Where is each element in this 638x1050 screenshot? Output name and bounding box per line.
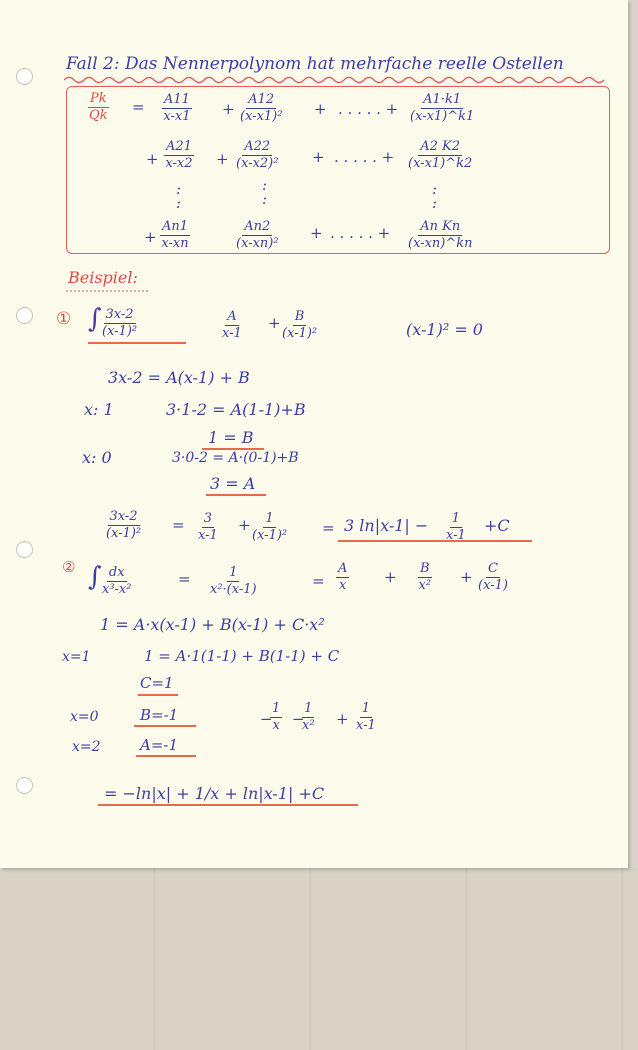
- vertical-dots: :: [262, 190, 268, 208]
- punch-hole-icon: [16, 68, 33, 85]
- result-c: C=1: [140, 674, 174, 692]
- result-b: 1 = B: [208, 428, 254, 447]
- substitution-label: x: 1: [84, 400, 114, 419]
- substitution-label: x=1: [62, 649, 91, 665]
- substitution-equation: 3·1-2 = A(1-1)+B: [166, 400, 306, 419]
- factored-fraction: $\frac{1}{\text{x²·(x-1)}}$: [210, 565, 257, 597]
- substitution-equation: 1 = A·1(1-1) + B(1-1) + C: [144, 647, 340, 665]
- vertical-dots: :: [262, 176, 268, 194]
- minus-sign: −: [260, 710, 273, 728]
- final-term-b: $\frac{1}{\text{(x-1)²}}$: [252, 511, 288, 543]
- underline: [206, 494, 266, 496]
- term-ankn: $\frac{\text{An Kn}}{(x-xn)\^{}kn}$: [408, 219, 473, 251]
- title-wavy-underline: [64, 74, 610, 86]
- substitution-label: x=2: [72, 739, 101, 755]
- punch-hole-icon: [16, 307, 33, 324]
- partial-fraction-a: $\frac{A}{x-1}$: [222, 309, 242, 341]
- equals-sign: =: [178, 570, 191, 588]
- example-2-label: ②: [62, 558, 76, 576]
- term-a12: $\frac{A12}{\text{(x-x1)²}}$: [240, 92, 283, 124]
- result-a: 3 = A: [210, 474, 256, 493]
- result-constant: +C: [484, 516, 510, 535]
- integral-sign: ∫: [88, 562, 102, 592]
- minus-sign: −: [292, 710, 305, 728]
- result-a: A=-1: [140, 736, 179, 754]
- lhs-fraction: $\frac{Pk}{Qk}$: [89, 91, 108, 123]
- result-expression: 3 ln|x-1| −: [344, 516, 429, 535]
- root-condition: (x-1)² = 0: [406, 320, 483, 339]
- underline: [338, 540, 532, 542]
- ellipsis: . . . . . +: [330, 224, 391, 242]
- equals-sign: =: [132, 98, 145, 116]
- plus-sign: +: [314, 100, 327, 118]
- term-a22: $\frac{A22}{\text{(x-x2)²}}$: [236, 139, 279, 171]
- plus-sign: +: [460, 568, 473, 586]
- result-b: B=-1: [140, 706, 179, 724]
- example-heading: Beispiel:: [68, 268, 138, 287]
- term-a11: $\frac{A11}{x-x1}$: [163, 92, 191, 124]
- substitution-label: x=0: [70, 709, 99, 725]
- partial-fraction-b: $\frac{B}{\text{x²}}$: [418, 561, 432, 593]
- plus-sign: +: [222, 100, 235, 118]
- side-term-a: $\frac{1}{x}$: [272, 701, 281, 733]
- page-title: Fall 2: Das Nennerpolynom hat mehrfache reelle Ostellen: [66, 54, 564, 74]
- equals-sign: =: [322, 519, 335, 537]
- side-term-b: $\frac{1}{\text{x²}}$: [302, 701, 315, 733]
- integral-sign: ∫: [88, 304, 102, 334]
- final-integrand: $\frac{3x-2}{\text{(x-1)²}}$: [106, 509, 142, 541]
- ellipsis: . . . . . +: [334, 148, 395, 166]
- equals-sign: =: [172, 516, 185, 534]
- side-term-c: $\frac{1}{x-1}$: [356, 701, 376, 733]
- plus-sign: +: [216, 150, 229, 168]
- underline: [136, 755, 196, 757]
- partial-fraction-c: $\frac{C}{(x-1)}$: [478, 561, 508, 593]
- term-a21: $\frac{A21}{x-x2}$: [165, 139, 193, 171]
- plus-sign: +: [384, 568, 397, 586]
- final-result: = −ln|x| + 1/x + ln|x-1| +C: [104, 784, 325, 803]
- final-term-a: $\frac{3}{x-1}$: [198, 511, 218, 543]
- plus-sign: +: [268, 314, 281, 332]
- vertical-dots: :: [432, 180, 438, 198]
- partial-fraction-b: $\frac{B}{\text{(x-1)²}}$: [282, 309, 318, 341]
- term-a1k1: $\frac{A1\cdot k1}{(x-x1)\^{}k1}$: [410, 92, 475, 124]
- term-an1: $\frac{An1}{x-xn}$: [161, 219, 189, 251]
- equation-line: 3x-2 = A(x-1) + B: [108, 368, 250, 387]
- plus-sign: +: [146, 150, 159, 168]
- underline: [88, 342, 186, 344]
- equals-sign: =: [312, 572, 325, 590]
- term-a2k2: $\frac{A2 K2}{(x-x1)\^{}k2}$: [408, 139, 473, 171]
- plus-sign: +: [336, 710, 349, 728]
- plus-sign: +: [312, 148, 325, 166]
- equation-line: 1 = A·x(x-1) + B(x-1) + C·x²: [100, 615, 325, 634]
- term-an2: $\frac{An2}{\text{(x-xn)²}}$: [236, 219, 279, 251]
- table-background: [0, 868, 638, 1050]
- heading-dotted-underline: [66, 288, 152, 294]
- underline: [134, 725, 196, 727]
- example-2-integrand: $\frac{dx}{\text{x³-x²}}$: [102, 565, 132, 597]
- vertical-dots: :: [176, 194, 182, 212]
- underline: [98, 804, 358, 806]
- result-fraction: $\frac{1}{x-1}$: [446, 511, 466, 543]
- plus-sign: +: [144, 228, 157, 246]
- vertical-dots: :: [176, 180, 182, 198]
- example-1-integrand: $\frac{3x-2}{\text{(x-1)²}}$: [102, 307, 138, 339]
- underline: [138, 694, 178, 696]
- example-1-label: ①: [56, 309, 72, 329]
- plus-sign: +: [310, 224, 323, 242]
- substitution-label: x: 0: [82, 448, 112, 467]
- vertical-dots: :: [432, 194, 438, 212]
- punch-hole-icon: [16, 777, 33, 794]
- partial-fraction-a: $\frac{A}{x}$: [338, 561, 348, 593]
- plus-sign: +: [238, 516, 251, 534]
- punch-hole-icon: [16, 541, 33, 558]
- substitution-equation: 3·0-2 = A·(0-1)+B: [172, 450, 299, 466]
- ellipsis: . . . . . +: [338, 100, 399, 118]
